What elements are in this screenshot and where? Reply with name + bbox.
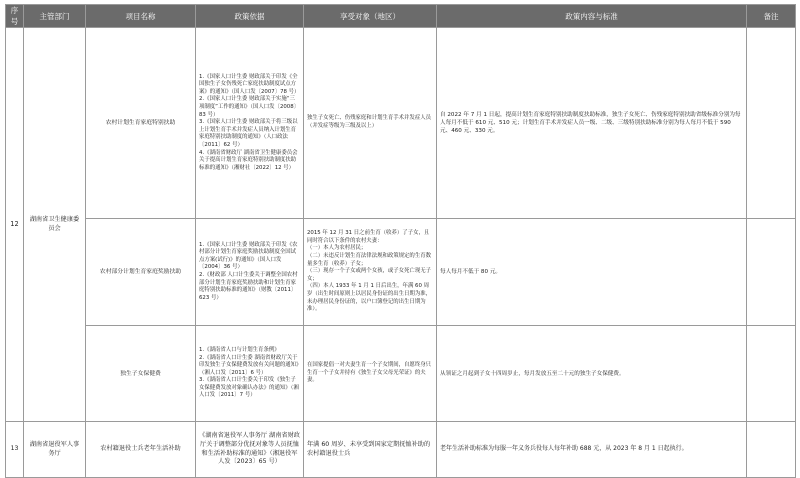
target-cell bbox=[304, 219, 437, 326]
policy-table-sheet bbox=[5, 4, 795, 478]
note-cell bbox=[747, 326, 796, 422]
dept-cell: 湖南省卫生健康委员会 bbox=[24, 28, 86, 422]
basis-line: 3.《湖南省人口计生委关于印发《独生子女保健费发放对象确认办法》的通知》（湘人口发〔2011〕7 号） bbox=[199, 377, 299, 399]
col-header-basis: 政策依据 bbox=[196, 5, 304, 28]
project-cell: 农村计划生育家庭特别扶助 bbox=[86, 28, 196, 219]
col-header-note: 备注 bbox=[747, 5, 796, 28]
content-cell: 从领证之月起到子女十四周岁止，每月发放五至二十元的独生子女保健费。 bbox=[437, 326, 747, 422]
table-row bbox=[6, 326, 796, 422]
col-header-target: 享受对象（地区） bbox=[304, 5, 437, 28]
seq-cell: 12 bbox=[6, 28, 24, 422]
note-cell bbox=[747, 28, 796, 219]
seq-cell: 13 bbox=[6, 422, 24, 478]
basis-cell bbox=[196, 28, 304, 219]
project-cell: 农村籍退役士兵老年生活补助 bbox=[86, 422, 196, 478]
header-row bbox=[6, 5, 796, 28]
basis-line: 1.《湖南省人口与计划生育条例》 bbox=[199, 346, 280, 353]
target-line: （四）本人 1933 年 1 月 1 日后出生，年满 60 周岁（出生时间原则上以居民身份证的出生日期为准，未办理居民身份证的，以户口簿登记的出生日期为准）。 bbox=[307, 283, 431, 313]
basis-cell bbox=[196, 219, 304, 326]
basis-cell bbox=[196, 326, 304, 422]
target-cell: 独生子女死亡、伤残家庭和计划生育手术并发症人员（并发症等级为三级及以上） bbox=[304, 28, 437, 219]
col-header-content: 政策内容与标准 bbox=[437, 5, 747, 28]
basis-line: 4.《湖南省财政厅 湖南省卫生健康委员会关于提高计划生育家庭特别扶助制度扶助标准的通知》（湘财社〔2022〕12 号） bbox=[199, 149, 298, 171]
target-cell: 在国家提倡一对夫妻生育一个子女期间，自愿终身只生育一个子女并持有《独生子女父母光荣证》的夫妻。 bbox=[304, 326, 437, 422]
col-header-dept: 主管部门 bbox=[24, 5, 86, 28]
content-cell: 自 2022 年 7 月 1 日起，提高计划生育家庭特别扶助制度扶助标准，独生子女死亡、伤残家庭特别扶助省级标准分别为每人每月不低于 610 元、510 元；计划生育手术并发症人员一级、二级、三级特别扶助标准分别为每人每月不低于 590 元、460 元、330 元。 bbox=[437, 28, 747, 219]
content-cell: 每人每月不低于 80 元。 bbox=[437, 219, 747, 326]
target-line: （三）现存一个子女或两个女孩，或子女死亡现无子女； bbox=[307, 268, 431, 282]
project-cell: 独生子女保健费 bbox=[86, 326, 196, 422]
basis-cell: 《湖南省退役军人事务厅 湖南省财政厅关于调整部分优抚对象等人员抚恤和生活补助标准的通知》（湘退役军人发〔2023〕65 号） bbox=[196, 422, 304, 478]
target-cell: 年满 60 周岁、未享受到国家定期抚恤补助的农村籍退役士兵 bbox=[304, 422, 437, 478]
note-cell bbox=[747, 422, 796, 478]
table-row bbox=[6, 28, 796, 219]
target-line: （一）本人为农村居民； bbox=[307, 245, 367, 252]
basis-line: 1.《国家人口计生委 财政部关于印发《农村部分计划生育家庭奖励扶助制度全国试点方案(试行)》的通知》（国人口发〔2004〕36 号） bbox=[199, 241, 298, 271]
col-header-project: 项目名称 bbox=[86, 5, 196, 28]
table-row bbox=[6, 219, 796, 326]
basis-line: 2.《湖南省人口计生委 湖南省财政厅关于印发独生子女保健费发放有关问题的通知》（湘人口发〔2011〕6 号） bbox=[199, 354, 299, 376]
dept-cell: 湖南省退役军人事务厅 bbox=[24, 422, 86, 478]
table-row bbox=[6, 422, 796, 478]
note-cell bbox=[747, 219, 796, 326]
basis-line: 1.《国家人口计生委 财政部关于印发《全国独生子女伤残死亡家庭扶助制度试点方案》的通知》（国人口发〔2007〕78 号） bbox=[199, 73, 300, 95]
target-line: （二）未违反计划生育法律法规和政策规定的生育数量多生育（收养）子女； bbox=[307, 253, 431, 267]
basis-line: 2.《财政部 人口计生委关于调整全国农村部分计划生育家庭奖励扶助和计划生育家庭特别扶助标准的通知》（财教〔2011〕623 号） bbox=[199, 272, 298, 301]
basis-line: 2.《国家人口计生委 财政部关于实施“三项制度”工作的通知》（国人口发〔2008〕83 号） bbox=[199, 96, 300, 118]
content-cell: 老年生活补助标准为每服一年义务兵役每人每年补助 688 元，从 2023 年 8 月 1 日起执行。 bbox=[437, 422, 747, 478]
basis-line: 3.《国家人口计生委 财政部关于将三级以上计划生育手术并发症人员纳入计划生育家庭特别扶助制度的通知》（人口政法〔2011〕62 号） bbox=[199, 119, 298, 148]
policy-table bbox=[5, 4, 796, 478]
col-header-seq: 序号 bbox=[6, 5, 24, 28]
target-line: 2015 年 12 月 31 日之前生育（收养）了子女，且同时符合以下条件的农村夫妻： bbox=[307, 230, 430, 244]
project-cell: 农村部分计划生育家庭奖励扶助 bbox=[86, 219, 196, 326]
